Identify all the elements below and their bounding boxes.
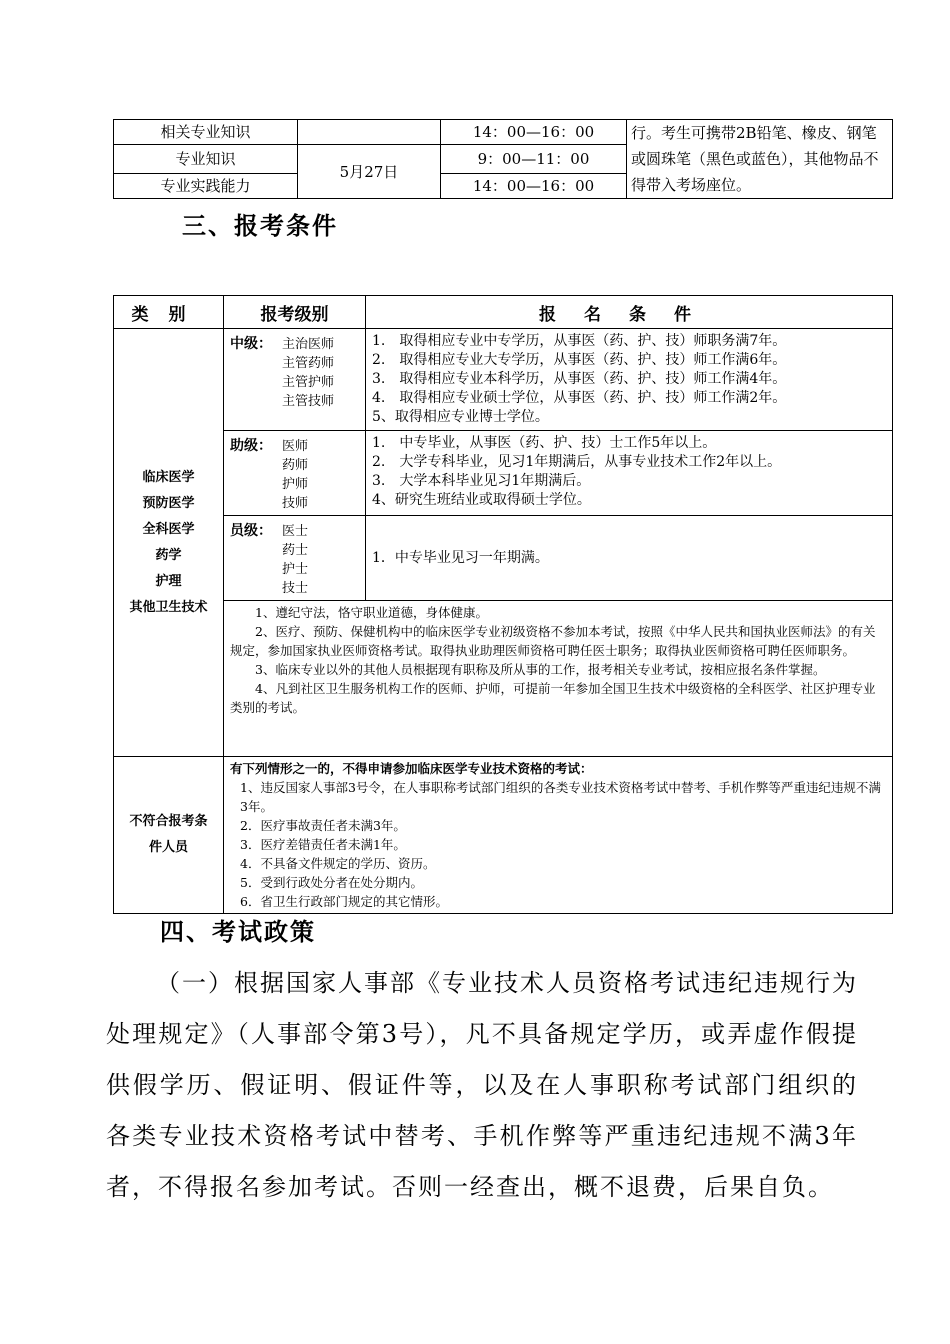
exclusion-item: 5．受到行政处分者在处分期内。 [240, 875, 423, 890]
exclusion-item: 3．医疗差错责任者未满1年。 [240, 837, 406, 852]
note-item: 2、医疗、预防、保健机构中的临床医学专业初级资格不参加本考试，按照《中华人民共和国执业医师法》的有关规定，参加国家执业医师资格考试。取得执业助理医师资格可聘任医士职务；取得执业医师资格可聘任医师职务。 [230, 624, 876, 658]
condition-item: 1. 中专毕业，从事医（药、护、技）士工作5年以上。 [372, 435, 717, 451]
exclusion-item: 2．医疗事故责任者未满3年。 [240, 818, 406, 833]
conditions-cell-junior [366, 431, 893, 516]
level-title: 医师 [282, 439, 309, 454]
level-label: 中级： [230, 336, 272, 352]
general-notes-cell [224, 601, 893, 757]
condition-item: 2. 大学专科毕业，见习1年期满后，从事专业技术工作2年以上。 [372, 454, 782, 470]
table-row [114, 516, 893, 601]
category-item: 其他卫生技术 [129, 599, 208, 615]
conditions-cell-assistant [366, 516, 893, 601]
condition-item: 1．中专毕业见习一年期满。 [372, 549, 549, 566]
note-item: 4、凡到社区卫生服务机构工作的医师、护师，可提前一年参加全国卫生技术中级资格的全科医学、社区护理专业类别的考试。 [230, 681, 876, 715]
header-level: 报考级别 [224, 296, 366, 329]
level-label: 员级： [230, 523, 272, 539]
exclusion-cell [224, 757, 893, 914]
note-item: 3、临床专业以外的其他人员根据现有职称及所从事的工作，报考相关专业考试，按相应报名条件掌握。 [255, 662, 826, 677]
exclusion-item: 6．省卫生行政部门规定的其它情形。 [240, 894, 448, 909]
level-title: 主管技师 [282, 394, 335, 409]
condition-item: 2. 取得相应专业大专学历，从事医（药、护、技）师工作满6年。 [372, 352, 787, 368]
condition-item: 3. 大学本科毕业见习1年期满后。 [372, 473, 591, 489]
level-title: 医士 [282, 524, 309, 539]
conditions-cell-intermediate [366, 329, 893, 431]
requirements-table [113, 295, 893, 914]
condition-item: 4. 取得相应专业硕士学位，从事医（药、护、技）师工作满2年。 [372, 390, 787, 406]
level-cell-assistant [224, 516, 366, 601]
condition-item: 4、研究生班结业或取得硕士学位。 [372, 492, 591, 508]
level-title: 主管护师 [282, 375, 335, 390]
exclusion-item: 1、违反国家人事部3号令，在人事职称考试部门组织的各类专业技术资格考试中替考、手机作弊等严重违纪违规不满3年。 [240, 780, 881, 814]
level-cell-intermediate [224, 329, 366, 431]
level-title: 技士 [282, 581, 309, 596]
level-title: 护师 [282, 477, 309, 492]
level-title: 主管药师 [282, 356, 335, 371]
category-item: 护理 [155, 573, 182, 589]
exclusion-lead: 有下列情形之一的，不得申请参加临床医学专业技术资格的考试： [230, 761, 593, 776]
level-title: 主治医师 [282, 337, 335, 352]
exclusion-item: 4．不具备文件规定的学历、资历。 [240, 856, 436, 871]
policy-paragraph: （一）根据国家人事部《专业技术人员资格考试违纪违规行为处理规定》（人事部令第3号），凡不具备规定学历，或弄虚作假提供假学历、假证明、假证件等，以及在人事职称考试部门组织的各类专业技术资格考试中替考、手机作弊等严重违纪违规不满3年者，不得报名参加考试。否则一经查出，概不退费，后果自负。 [106, 969, 858, 1201]
date-cell [298, 120, 441, 145]
table-row [114, 431, 893, 516]
section-heading-exam-policy: 四、考试政策 [160, 917, 316, 946]
subject-cell: 专业实践能力 [114, 174, 298, 199]
exam-note: 行。考生可携带2B铅笔、橡皮、钢笔或圆珠笔（黑色或蓝色），其他物品不得带入考场座位。 [627, 120, 893, 199]
subject-cell: 相关专业知识 [114, 120, 298, 145]
level-cell-junior [224, 431, 366, 516]
exclusion-category [114, 757, 224, 914]
level-title: 技师 [282, 496, 309, 511]
level-title: 药师 [282, 458, 309, 473]
category-item: 临床医学 [142, 469, 195, 485]
table-row [114, 601, 893, 757]
level-label: 助级： [230, 438, 272, 454]
category-item: 预防医学 [142, 495, 195, 511]
note-item: 1、遵纪守法，恪守职业道德，身体健康。 [255, 605, 488, 620]
level-title: 药士 [282, 543, 309, 558]
category-item: 全科医学 [142, 521, 195, 537]
time-cell: 14：00—16：00 [441, 174, 627, 199]
date-cell: 5月27日 [298, 145, 441, 199]
exclusion-category-label: 不符合报考条件人员 [129, 814, 208, 855]
condition-item: 3. 取得相应专业本科学历，从事医（药、护、技）师工作满4年。 [372, 371, 787, 387]
category-item: 药学 [155, 547, 182, 563]
table-row [114, 757, 893, 914]
category-list-cell [114, 329, 224, 757]
table-header-row [114, 296, 893, 329]
header-category: 类别 [114, 296, 224, 329]
exam-schedule-table [113, 119, 893, 199]
level-title: 护士 [282, 562, 309, 577]
condition-item: 5、取得相应专业博士学位。 [372, 409, 549, 425]
time-cell: 14：00—16：00 [441, 120, 627, 145]
condition-item: 1. 取得相应专业中专学历，从事医（药、护、技）师职务满7年。 [372, 333, 787, 349]
subject-cell: 专业知识 [114, 145, 298, 174]
table-row [114, 120, 893, 145]
header-conditions: 报名条件 [366, 296, 893, 329]
table-row [114, 329, 893, 431]
time-cell: 9：00—11：00 [441, 145, 627, 174]
section-heading-requirements: 三、报考条件 [182, 211, 338, 240]
